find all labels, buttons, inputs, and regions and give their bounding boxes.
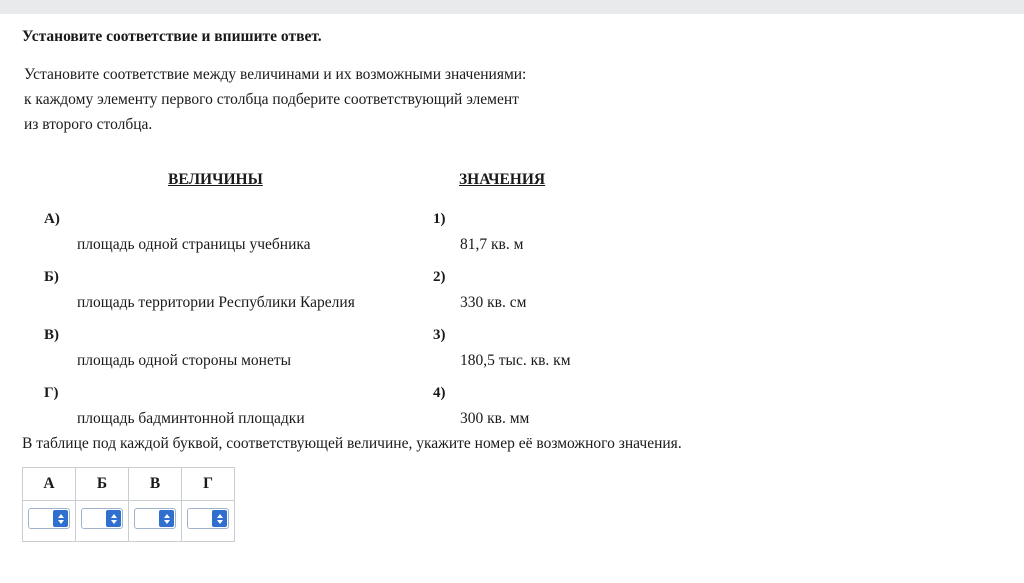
pair-right-text: 81,7 кв. м [460, 236, 524, 253]
pair-left-text: площадь одной стороны монеты [77, 352, 292, 369]
stepper-arrows-icon[interactable] [212, 510, 227, 527]
answer-header-v: В [129, 468, 182, 501]
stepper-arrows-icon[interactable] [53, 510, 68, 527]
answer-cell-a [23, 501, 76, 542]
pair-letter: В) [44, 327, 59, 343]
pair-left-text: площадь территории Республики Карелия [77, 294, 355, 311]
answer-table-input-row [23, 501, 235, 542]
answer-stepper-v[interactable] [134, 508, 176, 529]
pair-row [0, 269, 1024, 327]
pair-left-text: площадь одной страницы учебника [77, 236, 311, 253]
pair-right-text: 180,5 тыс. кв. км [460, 352, 571, 369]
pair-right-text: 330 кв. см [460, 294, 527, 311]
answer-stepper-g[interactable] [187, 508, 229, 529]
answer-header-g: Г [182, 468, 235, 501]
top-strip [0, 0, 1024, 14]
pair-number: 1) [433, 211, 446, 227]
task-page [0, 14, 1024, 542]
answer-cell-b [76, 501, 129, 542]
answer-table [22, 467, 235, 542]
answer-cell-v [129, 501, 182, 542]
pair-letter: А) [44, 211, 60, 227]
intro-line-1: Установите соответствие между величинами и их возможными значениями: [24, 66, 527, 83]
answer-header-b: Б [76, 468, 129, 501]
answer-header-a: А [23, 468, 76, 501]
pair-number: 4) [433, 385, 446, 401]
task-intro [24, 62, 664, 137]
matching-pairs [0, 211, 1024, 429]
pair-row [0, 327, 1024, 385]
right-column-header: ЗНАЧЕНИЯ [459, 171, 546, 188]
pair-letter: Б) [44, 269, 59, 285]
columns-header [0, 171, 1024, 197]
pair-right-text: 300 кв. мм [460, 410, 530, 427]
intro-line-2: к каждому элементу первого столбца подберите соответствующий элемент [24, 91, 519, 108]
task-title: Установите соответствие и впишите ответ. [22, 28, 322, 45]
pair-letter: Г) [44, 385, 59, 401]
answer-table-header-row [23, 468, 235, 501]
left-column-header: ВЕЛИЧИНЫ [168, 171, 263, 188]
answer-cell-g [182, 501, 235, 542]
answer-stepper-b[interactable] [81, 508, 123, 529]
stepper-arrows-icon[interactable] [106, 510, 121, 527]
pair-left-text: площадь бадминтонной площадки [77, 410, 305, 427]
pair-number: 3) [433, 327, 446, 343]
stepper-arrows-icon[interactable] [159, 510, 174, 527]
pair-number: 2) [433, 269, 446, 285]
pair-row [0, 385, 1024, 443]
answer-stepper-a[interactable] [28, 508, 70, 529]
intro-line-3: из второго столбца. [24, 116, 153, 133]
pair-row [0, 211, 1024, 269]
answer-instruction: В таблице под каждой буквой, соответствующей величине, укажите номер её возможного значения. [22, 435, 682, 452]
